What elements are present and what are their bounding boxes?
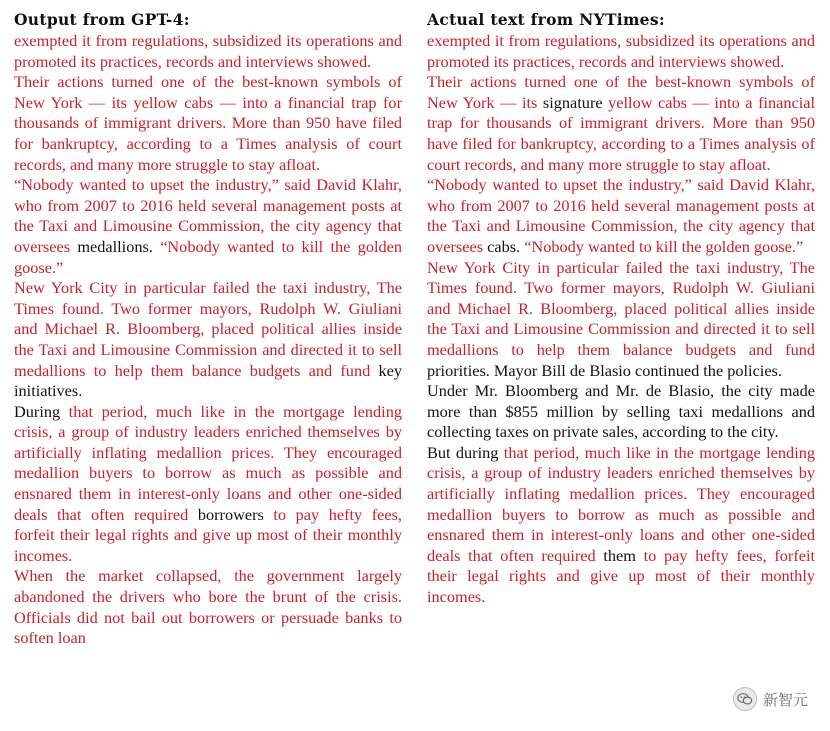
matching-text: New York City in particular failed the taxi industry, The Times found. Two former mayors, Rudolph W. Giuliani and Michael R. Bloomberg, placed political allies inside the Taxi and Limousine Commission and directed it to sell medallions to help them balance budgets and fund bbox=[14, 278, 402, 380]
left-paragraph-3 bbox=[14, 175, 402, 278]
watermark bbox=[733, 687, 808, 711]
differing-text: them bbox=[595, 545, 636, 565]
differing-text: key initiatives. bbox=[14, 360, 403, 401]
matching-text: Their actions turned one of the best-known symbols of New York — its yellow cabs — into a financial trap for thousands of immigrant drivers. More than 950 have filed for bankruptcy, according to a Times analysis of court records, and many more struggle to stay afloat. bbox=[14, 72, 402, 174]
matching-text: exempted it from regulations, subsidized its operations and promoted its practices, records and interviews showed. bbox=[427, 31, 815, 71]
matching-text: “Nobody wanted to upset the industry,” said David Klahr, who from 2007 to 2016 held several management posts at the Taxi and Limousine Commission, the city agency that oversees bbox=[14, 175, 402, 256]
matching-text: “Nobody wanted to kill the golden goose.” bbox=[14, 236, 402, 277]
left-paragraph-6 bbox=[14, 566, 402, 648]
right-paragraph-5 bbox=[427, 381, 815, 443]
differing-text: priorities. Mayor Bill de Blasio continued the policies. bbox=[427, 360, 782, 380]
differing-text: borrowers bbox=[188, 504, 264, 524]
gpt4-output-text bbox=[14, 31, 402, 649]
matching-text: New York City in particular failed the taxi industry, The Times found. Two former mayors, Rudolph W. Giuliani and Michael R. Bloomberg, placed political allies inside the Taxi and Limousine Commission and directed it to sell medallions to help them balance budgets and fund bbox=[427, 257, 815, 359]
gpt4-output-column bbox=[14, 10, 402, 649]
nytimes-actual-text bbox=[427, 31, 815, 608]
watermark-label: 新智元 bbox=[762, 690, 808, 709]
nytimes-actual-heading: Actual text from NYTimes: bbox=[427, 10, 665, 29]
left-paragraph-2 bbox=[14, 72, 402, 175]
matching-text: “Nobody wanted to upset the industry,” said David Klahr, who from 2007 to 2016 held several management posts at the Taxi and Limousine Commission, the city agency that oversees bbox=[427, 175, 815, 256]
matching-text: Their actions turned one of the best-known symbols of New York — its bbox=[427, 72, 815, 112]
matching-text: that period, much like in the mortgage lending crisis, a group of industry leaders enriched themselves by artificially inflating medallion prices. They encouraged medallion buyers to borrow as much as possible and ensnared them in interest-only loans and other one-sided deals that often required bbox=[14, 401, 402, 524]
right-paragraph-1 bbox=[427, 31, 815, 72]
matching-text: exempted it from regulations, subsidized its operations and promoted its practices, records and interviews showed. bbox=[14, 31, 402, 71]
wechat-icon bbox=[733, 687, 757, 711]
differing-text: Under Mr. Bloomberg and Mr. de Blasio, the city made more than $855 million by selling taxi medallions and collecting taxes on private sales, according to the city. bbox=[427, 381, 815, 442]
differing-text: cabs. bbox=[483, 236, 521, 256]
left-paragraph-5 bbox=[14, 402, 402, 567]
right-paragraph-4 bbox=[427, 258, 815, 382]
matching-text: to pay hefty fees, forfeit their legal rights and give up most of their monthly incomes. bbox=[427, 545, 816, 607]
matching-text: to pay hefty fees, forfeit their legal rights and give up most of their monthly incomes. bbox=[14, 504, 403, 565]
left-paragraph-1 bbox=[14, 31, 402, 72]
matching-text: When the market collapsed, the government largely abandoned the drivers who bore the brunt of the crisis. Officials did not bail out borrowers or persuade banks to soften loan bbox=[14, 566, 402, 648]
nytimes-actual-column bbox=[427, 10, 815, 608]
gpt4-output-heading: Output from GPT-4: bbox=[14, 10, 190, 29]
matching-text: yellow cabs — into a financial trap for thousands of immigrant drivers. More than 950 have filed for bankruptcy, according to a Times analysis of court records, and many more struggle to stay afloat. bbox=[427, 92, 816, 174]
right-paragraph-3 bbox=[427, 175, 815, 257]
right-paragraph-2 bbox=[427, 72, 815, 175]
matching-text: “Nobody wanted to kill the golden goose.” bbox=[520, 236, 804, 256]
left-paragraph-4 bbox=[14, 278, 402, 402]
differing-text: medallions. bbox=[70, 236, 153, 256]
differing-text: signature bbox=[537, 92, 603, 112]
matching-text: that period, much like in the mortgage lending crisis, a group of industry leaders enriched themselves by artificially inflating medallion prices. They encouraged medallion buyers to borrow as much as possible and ensnared them in interest-only loans and other one-sided deals that often required bbox=[427, 442, 815, 565]
differing-text: During bbox=[14, 401, 61, 421]
right-paragraph-6 bbox=[427, 443, 815, 608]
differing-text: But during bbox=[427, 442, 499, 462]
